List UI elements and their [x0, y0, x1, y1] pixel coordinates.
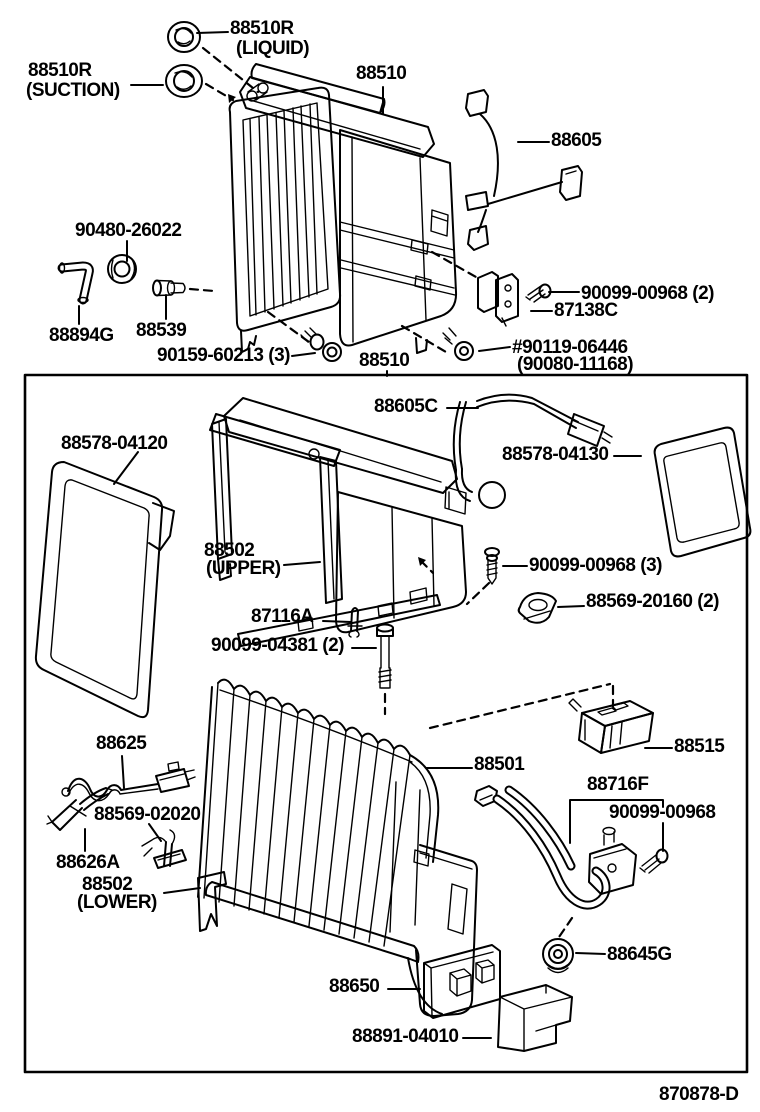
seal-right-88578-04130-drawing [655, 428, 751, 557]
bolt-90119-icon [443, 328, 473, 360]
resistor-88515-drawing [569, 699, 653, 753]
clamp-88569-20160-drawing [519, 593, 556, 623]
screw-90099-00968-mid-icon [485, 548, 499, 584]
grommet-90480-drawing [108, 255, 136, 283]
part-note-upper: (UPPER) [206, 558, 281, 579]
part-label-88510-lower: 88510 [359, 350, 410, 371]
part-label-90159-60213: 90159-60213 (3) [157, 345, 290, 366]
screw-90099-00968-top-icon [526, 285, 551, 303]
part-label-88716f: 88716F [587, 774, 649, 795]
drain-hose-88894g-drawing [60, 263, 90, 303]
part-note-90080-11168: (90080-11168) [517, 354, 634, 375]
screw-90099-00968-bottom-icon [640, 850, 668, 874]
part-label-88605c: 88605C [374, 396, 438, 417]
drawing-number: 870878-D [659, 1084, 739, 1105]
assembly-dashed-lines [190, 48, 613, 940]
grommet-88645g-drawing [543, 939, 573, 973]
part-label-88502-upper: 88502 [204, 540, 255, 561]
part-label-88626a: 88626A [56, 852, 120, 873]
part-label-88510-top: 88510 [356, 63, 407, 84]
part-label-88501: 88501 [474, 754, 525, 775]
amplifier-87138c-drawing [478, 272, 518, 326]
part-label-88502-lower: 88502 [82, 874, 133, 895]
part-label-90099-00968-1: 90099-00968 [609, 802, 716, 823]
part-label-88510r-liquid: 88510R [230, 18, 294, 39]
screw-90159-icon [301, 328, 341, 361]
part-label-88625: 88625 [96, 733, 147, 754]
part-label-88578-04130: 88578-04130 [502, 444, 609, 465]
part-label-90099-00968-2: 90099-00968 (2) [581, 283, 714, 304]
part-label-90099-00968-3: 90099-00968 (3) [529, 555, 662, 576]
packing-88539-drawing [153, 281, 185, 296]
lead-wire-88625-drawing [62, 762, 195, 801]
part-label-90119-06446: #90119-06446 [512, 337, 628, 358]
grommet-suction-drawing [166, 65, 202, 97]
part-label-90099-04381: 90099-04381 (2) [211, 635, 344, 656]
part-note-suction: (SUCTION) [26, 80, 120, 101]
cooler-unit-88510-drawing [230, 64, 456, 353]
part-label-88891-04010: 88891-04010 [352, 1026, 459, 1047]
packing-88891-drawing [498, 985, 572, 1051]
bolt-90099-04381-icon [377, 625, 393, 689]
part-label-88569-20160: 88569-20160 (2) [586, 591, 719, 612]
seal-left-88578-04120-drawing [36, 462, 174, 717]
part-label-90480-26022: 90480-26022 [75, 220, 182, 241]
wiring-harness-88605-drawing [466, 90, 582, 250]
part-label-88510r-suction: 88510R [28, 60, 92, 81]
evaporator-core-88501-drawing [198, 680, 438, 946]
part-label-88569-02020: 88569-02020 [94, 804, 201, 825]
part-label-87138c: 87138C [554, 300, 618, 321]
case-upper-88502-drawing [210, 398, 466, 646]
part-note-liquid: (LIQUID) [236, 38, 310, 59]
grommet-liquid-drawing [168, 22, 200, 52]
part-label-88539: 88539 [136, 320, 187, 341]
part-label-87116a: 87116A [251, 606, 314, 627]
part-note-lower: (LOWER) [77, 892, 157, 913]
part-label-88605: 88605 [551, 130, 602, 151]
part-label-88645g: 88645G [607, 944, 672, 965]
part-label-88578-04120: 88578-04120 [61, 433, 168, 454]
clamp-88569-02020-drawing [142, 830, 186, 868]
part-label-88650: 88650 [329, 976, 380, 997]
sub-assembly-border [25, 375, 747, 1072]
part-label-88515: 88515 [674, 736, 725, 757]
part-label-88894g: 88894G [49, 325, 114, 346]
insulator-88650-drawing [424, 945, 500, 1018]
